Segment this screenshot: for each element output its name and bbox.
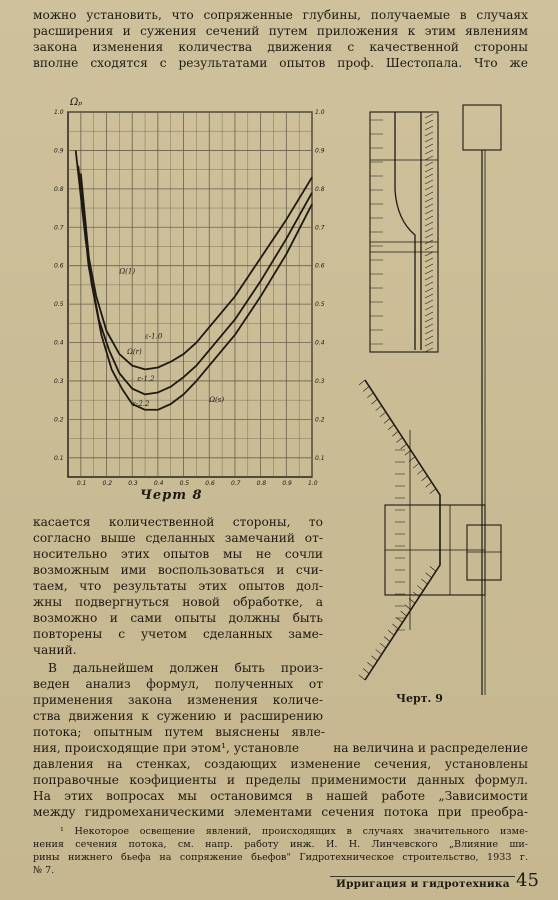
series-line [76,150,312,369]
wall-hatch [425,312,433,316]
y-tick-label-right: 0.5 [315,301,325,309]
y-tick-label-right: 0.4 [315,339,325,347]
y-tick-label: 1.0 [54,109,64,116]
wall-hatch [425,174,433,178]
plot-frame [68,112,312,477]
wall-hatch [376,406,382,411]
wall-hatch [425,270,433,274]
text-line: носительно этих опытов мы не сочли [33,547,323,561]
x-tick-label: 0.1 [76,480,87,487]
wall-hatch [372,399,378,404]
y-tick-label-right: 0.2 [315,416,325,424]
footer-rule [330,876,515,877]
x-tick-label: 0.5 [179,480,190,487]
x-tick-label: 0.7 [230,480,241,487]
wall-hatch [425,324,433,328]
y-tick-label-right: 0.1 [315,454,325,462]
text-line: повторены с учетом сделанных заме- [33,627,323,641]
y-tick-label-right: 0.6 [315,262,325,270]
text-line: можно установить, что сопряженные глубины, получаемые в случаях [33,8,528,22]
text-line: На этих вопросах мы остановимся в нашей работе „Зависимости [33,789,528,803]
y-tick-label-right: 0.9 [315,147,325,155]
text-line: возможно и сами опыты должны быть [33,611,323,625]
wall-hatch [430,566,436,571]
wall-hatch [401,611,407,616]
wall-hatch [425,180,433,184]
y-axis-label: Ωₚ [70,97,83,108]
wall-hatch [376,649,382,654]
wall-hatch [384,418,390,423]
fig8-caption: Черт 8 [140,488,203,503]
wall-hatch [425,186,433,190]
text-line: В дальнейшем должен быть произ- [48,661,323,675]
footnote-line: № 7. [33,865,55,876]
wall-hatch [426,482,432,487]
series-line [78,166,312,395]
wall-hatch [425,216,433,220]
y-tick-label: 0.9 [54,147,64,155]
wall-hatch [426,573,432,578]
wall-hatch [363,669,369,674]
curve-annotation: ε-1.2 [137,374,155,383]
y-tick-label-right: 1.0 [315,109,325,116]
wall-hatch [425,222,433,226]
y-tick-label: 0.2 [54,416,64,424]
inclined-wall [365,380,440,525]
text-line: вполне сходятся с результатами опытов проф. Шестопала. Что же [33,56,528,70]
wall-hatch [425,210,433,214]
wall-hatch [417,586,423,591]
wall-hatch [367,662,373,667]
journal-name: Ирригация и гидротехника [336,878,510,890]
wall-hatch [425,264,433,268]
text-line: жны подвергнуться новой обработке, а [33,595,323,609]
wall-hatch [425,138,433,142]
wall-hatch [425,120,433,124]
curve-annotation: Ω(r) [127,348,142,357]
text-line: веден анализ формул, полученных от [33,677,323,691]
wall-hatch [425,162,433,166]
wall-hatch [388,425,394,430]
wall-hatch [425,234,433,238]
wall-hatch [425,114,433,118]
text-line: применения закона изменения количе- [33,693,323,707]
wall-hatch [388,630,394,635]
wall-hatch [417,469,423,474]
y-tick-label-right: 0.8 [315,185,325,193]
elevation-block [467,525,501,580]
wall-hatch [425,318,433,322]
x-tick-label: 1.0 [308,480,318,487]
y-tick-label: 0.6 [54,262,64,270]
drawing-fig9 [355,100,530,695]
wall-hatch [425,228,433,232]
wall-hatch [425,282,433,286]
wall-hatch [422,579,428,584]
wall-hatch [425,204,433,208]
fig9-caption: Черт. 9 [396,692,443,705]
wall-hatch [430,489,436,494]
text-line: расширения и сужения сечений путем приложения к этим явлениям [33,24,528,38]
curve-annotation: ε-1.0 [145,332,163,341]
x-tick-label: 0.2 [102,480,113,487]
x-tick-label: 0.3 [128,480,138,487]
text-line: закона изменения количества движения с качественной стороны [33,40,528,54]
curve-annotation: Ω(1) [119,267,136,276]
text-line: давления на стенках, создающих изменение сечения, установлены [33,757,528,771]
text-line: согласно выше сделанных замечаний от- [33,531,323,545]
wall-hatch [425,258,433,262]
y-tick-label: 0.5 [54,301,64,309]
wall-hatch [413,592,419,597]
text-line: ния, происходящие при этом¹, установле [33,741,300,755]
text-line: возможным ими воспользоваться и счи- [33,563,323,577]
elevation-top [463,105,501,150]
text-line: чаний. [33,643,77,657]
text-line: на величина и распределение [333,741,528,755]
wall-hatch [380,412,386,417]
wall-hatch [359,675,365,680]
y-tick-label-right: 0.3 [315,377,325,385]
text-line: касается количественной стороны, то [33,515,323,529]
x-tick-label: 0.8 [256,480,267,487]
wall-hatch [425,288,433,292]
y-tick-label: 0.8 [54,185,64,193]
wall-hatch [425,336,433,340]
footnote-line: рины нижнего бьефа на сопряжение бьефов" Гидротехническое строительство, 1933 г. [33,852,528,863]
text-line: поправочные коэфициенты и пределы применимости данных формул. [33,773,528,787]
wall-hatch [401,444,407,449]
text-line: таем, что результаты этих опытов дол- [33,579,323,593]
wall-hatch [425,150,433,154]
y-tick-label: 0.3 [54,377,64,385]
wall-hatch [359,380,365,385]
curve-annotation: Ω(s) [209,396,225,405]
curve-annotation: ε-2.2 [132,399,150,408]
y-tick-label: 0.7 [54,224,64,232]
x-tick-label: 0.9 [282,480,292,487]
wall-hatch [425,168,433,172]
wall-hatch [425,276,433,280]
wall-hatch [425,156,433,160]
wall-hatch [380,643,386,648]
wall-hatch [397,438,403,443]
wall-hatch [425,246,433,250]
page-number: 45 [516,870,539,891]
flow-boundary [395,112,415,350]
wall-hatch [422,476,428,481]
wall-hatch [425,294,433,298]
wall-hatch [372,656,378,661]
wall-hatch [425,342,433,346]
wall-hatch [392,431,398,436]
wall-hatch [363,386,369,391]
footnote-line: нения сечения потока, см. напр. работу инж. И. Н. Линчевского „Влияние ши- [33,839,528,850]
text-line: между гидромеханическими элементами сечения потока при преобра- [33,805,528,819]
text-line: ства движения к сужению и расширению [33,709,323,723]
y-tick-label: 0.4 [54,339,64,347]
x-tick-label: 0.4 [153,480,164,487]
wall-hatch [392,624,398,629]
y-tick-label: 0.1 [54,454,64,462]
wall-hatch [384,637,390,642]
wall-hatch [425,132,433,136]
wall-hatch [425,192,433,196]
wall-hatch [367,393,373,398]
y-tick-label-right: 0.7 [315,224,325,232]
x-tick-label: 0.6 [205,480,215,487]
chart-fig8 [40,92,340,497]
wall-hatch [425,198,433,202]
text-line: потока; опытным путем выяснены явле- [33,725,325,739]
wall-hatch [425,144,433,148]
footnote-line: ¹ Некоторое освещение явлений, происходящих в случаях значительного изме- [60,826,528,837]
wall-hatch [425,252,433,256]
wall-hatch [425,330,433,334]
wall-hatch [413,463,419,468]
wall-hatch [425,306,433,310]
wall-hatch [425,348,433,352]
inclined-wall [365,525,440,680]
wall-hatch [425,300,433,304]
wall-hatch [425,126,433,130]
